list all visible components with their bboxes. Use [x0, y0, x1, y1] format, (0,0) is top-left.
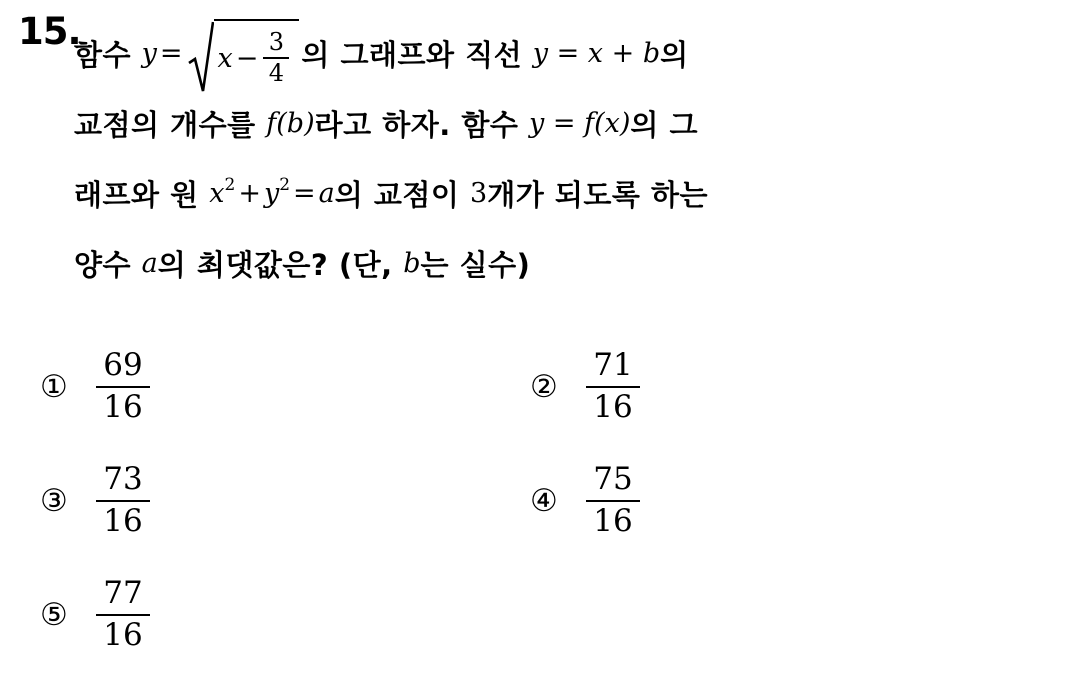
sqrt-radicand: [214, 19, 300, 93]
sqrt-variable: x: [217, 42, 233, 74]
choice-3-fraction-bar: [96, 500, 150, 502]
choice-2-numerator: 71: [593, 347, 633, 384]
choice-5-marker: ⑤: [40, 596, 68, 633]
choice-4-fraction: [586, 463, 640, 538]
choice-1-denominator: 16: [103, 389, 143, 426]
circle-eq-x: x: [209, 177, 225, 209]
stem-line2-text-c: 의 그: [630, 107, 698, 142]
stem-line3-text-a: 래프와 원: [74, 177, 210, 212]
stem-line-3: [74, 158, 1064, 228]
circle-eq-y-exponent: 2: [279, 175, 291, 195]
stem-line-4: [74, 228, 1064, 298]
choice-3-marker: ③: [40, 482, 68, 519]
choice-row-3: [40, 558, 1040, 672]
stem-line1-text-a: 함수: [74, 37, 142, 72]
choice-3-denominator: 16: [103, 503, 143, 540]
choice-1-fraction: [96, 349, 150, 424]
choice-3-numerator: 73: [103, 461, 143, 498]
stem-line-2: [74, 88, 1064, 158]
fraction-denominator: 4: [268, 59, 285, 87]
stem-line4-text-a: 양수: [74, 247, 142, 282]
question-stem: [74, 18, 1064, 298]
choice-1-fraction-bar: [96, 386, 150, 388]
fraction-numerator: 3: [268, 27, 285, 56]
choice-2-marker: ②: [530, 368, 558, 405]
circle-eq-y: y: [263, 177, 280, 209]
circle-eq-equals: =: [293, 177, 316, 209]
intersection-count: 3: [470, 177, 488, 209]
sqrt-minus: −: [235, 42, 259, 74]
choice-4[interactable]: [530, 444, 1020, 558]
choice-5-numerator: 77: [103, 575, 143, 612]
choice-1-numerator: 69: [103, 347, 143, 384]
stem-line4-var-a: a: [141, 247, 158, 279]
circle-eq-a: a: [318, 177, 335, 209]
choice-4-numerator: 75: [593, 461, 633, 498]
choice-2[interactable]: [530, 330, 1020, 444]
choice-row-1: [40, 330, 1040, 444]
answer-choices: [40, 330, 1040, 672]
choice-3-fraction: [96, 463, 150, 538]
stem-line4-var-b: b: [403, 247, 421, 279]
circle-eq-x-exponent: 2: [224, 175, 236, 195]
stem-line4-text-b: 의 최댓값은? (단,: [157, 247, 404, 282]
choice-row-2: [40, 444, 1040, 558]
stem-line2-text-a: 교점의 개수를: [74, 107, 267, 142]
stem-line1-text-b: 의 그래프와 직선: [301, 37, 533, 72]
choice-3[interactable]: [40, 444, 530, 558]
circle-eq-plus: +: [238, 177, 261, 209]
fraction-three-quarters: [263, 27, 289, 87]
stem-line2-fb: f(b): [266, 107, 315, 139]
question-number: 15.: [18, 10, 81, 53]
stem-line1-equals: =: [159, 37, 183, 69]
stem-line2-text-b: 라고 하자. 함수: [314, 107, 530, 142]
stem-line3-text-b: 의 교점이: [334, 177, 471, 212]
sqrt-expression: [188, 13, 300, 93]
choice-2-fraction: [586, 349, 640, 424]
choice-4-denominator: 16: [593, 503, 633, 540]
choice-2-fraction-bar: [586, 386, 640, 388]
stem-line-1: [74, 18, 1064, 88]
choice-1[interactable]: [40, 330, 530, 444]
stem-line1-y: y: [141, 37, 157, 69]
choice-5-denominator: 16: [103, 617, 143, 654]
stem-line1-line-equation: y = x + b: [532, 37, 661, 69]
choice-2-denominator: 16: [593, 389, 633, 426]
choice-4-marker: ④: [530, 482, 558, 519]
radical-icon: [188, 19, 214, 93]
choice-5[interactable]: [40, 558, 530, 672]
choice-5-fraction: [96, 577, 150, 652]
stem-line3-text-c: 개가 되도록 하는: [487, 177, 708, 212]
stem-line4-text-c: 는 실수): [420, 247, 531, 282]
choice-1-marker: ①: [40, 368, 68, 405]
stem-line2-fx: y = f(x): [529, 107, 631, 139]
choice-5-fraction-bar: [96, 614, 150, 616]
choice-4-fraction-bar: [586, 500, 640, 502]
stem-line1-text-c: 의: [660, 37, 689, 72]
